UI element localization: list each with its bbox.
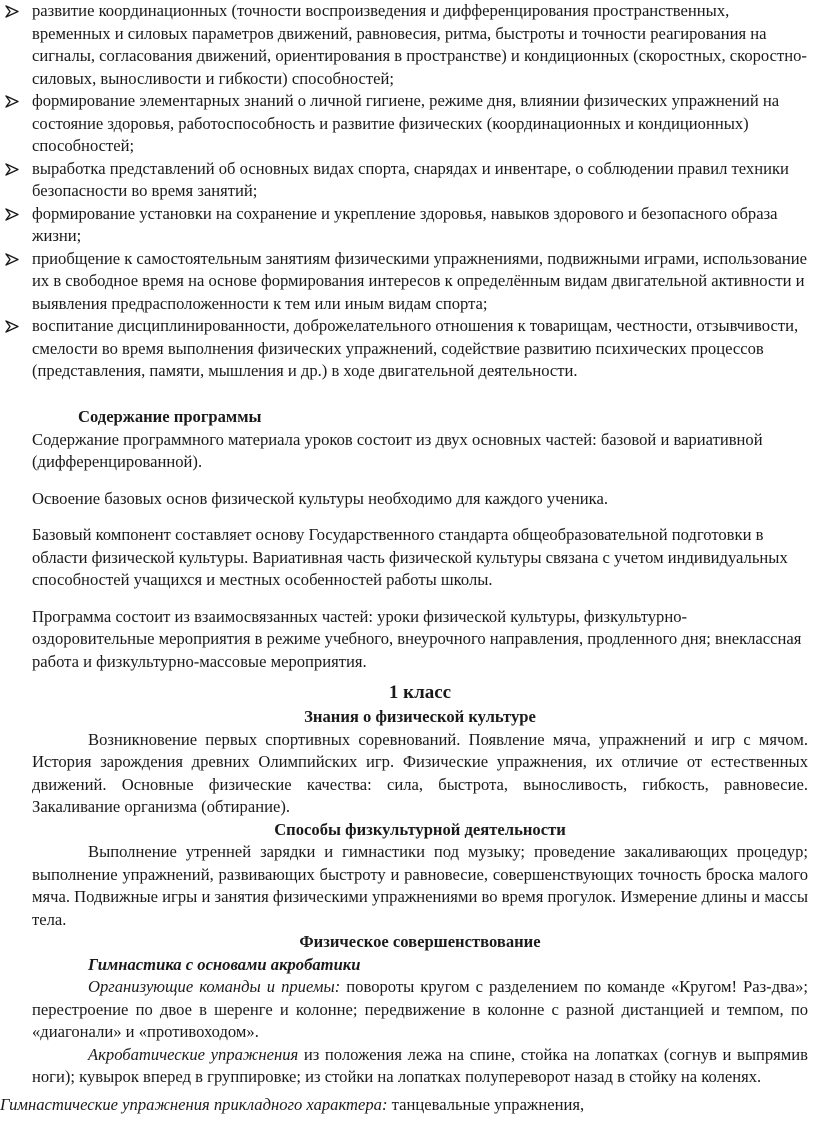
acrobatics-label: Акробатические упражнения: [88, 1044, 299, 1064]
program-paragraph-2: Освоение базовых основ физической культуры необходимо для каждого ученика.: [32, 488, 608, 508]
list-item: [0, 203, 808, 248]
list-item-text: выработка представлений об основных видах спорта, снарядах и инвентаре, о соблюдении правил техники безопасности во время занятий;: [32, 158, 789, 200]
arrow-bullet-icon: [5, 163, 19, 176]
arrow-bullet-icon: [5, 5, 19, 18]
arrow-bullet-icon: [5, 95, 19, 108]
list-item-text: приобщение к самостоятельным занятиям физическими упражнениями, подвижными играми, использование их в свободное время на основе формирования интересов к определённым видам двигательной активности и выявления предрасположенности к тем или иным видам спорта;: [32, 248, 808, 313]
applied-text: танцевальные упражнения,: [387, 1095, 585, 1114]
arrow-bullet-icon: [5, 253, 19, 266]
program-paragraph-3: Базовый компонент составляет основу Государственного стандарта общеобразовательной подготовки в области физической культуры. Вариативная часть физической культуры связана с учетом индивидуальных способностей учащихся и местных особенностей работы школы.: [32, 525, 788, 589]
program-section: [32, 406, 808, 673]
list-item-text: воспитание дисциплинированности, доброжелательного отношения к товарищам, честности, отзывчивости, смелости во время выполнения физических упражнений, содействие развитию психических процессов (представления, памяти, мышления и др.) в ходе двигательной деятельности.: [32, 316, 799, 380]
applied-label: Гимнастические упражнения прикладного характера:: [0, 1095, 388, 1114]
org-commands-text: повороты кругом с разделением по команде «Кругом! Раз-два»; перестроение по двое в шеренге и колонне; передвижение в колонне с разной дистанцией и темпом, по «диагонали» и «противоходом».: [32, 977, 808, 1041]
grade-title: 1 класс: [388, 682, 452, 703]
program-paragraph-4: Программа состоит из взаимосвязанных частей: уроки физической культуры, физкультурно-оздоровительные мероприятия в режиме учебного, внеурочного направления, продленного дня; внеклассная работа и физкультурно-массовые мероприятия.: [32, 606, 802, 671]
list-item-text: формирование элементарных знаний о личной гигиене, режиме дня, влиянии физических упражнений на состояние здоровья, работоспособность и развитие физических (координационных и кондиционных) способностей;: [32, 91, 780, 155]
list-item: [0, 158, 808, 203]
methods-paragraph: Выполнение утренней зарядки и гимнастики под музыку; проведение закаливающих процедур; выполнение упражнений, развивающих быстроту и равновесие, совершенствующих точность броска малого мяча. Подвижные игры и занятия физическими упражнениями во время прогулок. Измерение длины и массы тела.: [32, 842, 808, 929]
arrow-bullet-icon: [5, 208, 19, 221]
list-item: [0, 90, 808, 158]
knowledge-paragraph: Возникновение первых спортивных соревнований. Появление мяча, упражнений и игр с мячом. История зарождения древних Олимпийских игр. Физические упражнения, их отличие от естественных движений. Основные физические качества: сила, быстрота, выносливость, гибкость, равновесие. Закаливание организма (обтирание).: [32, 729, 808, 816]
list-item: [0, 248, 808, 316]
knowledge-heading: Знания о физической культуре: [304, 707, 536, 726]
gymnastics-heading: Гимнастика с основами акробатики: [88, 954, 361, 974]
goals-list: [0, 0, 808, 383]
methods-heading: Способы физкультурной деятельности: [274, 819, 566, 839]
improvement-heading: Физическое совершенствование: [299, 932, 541, 951]
acrobatics-paragraph: [32, 1044, 808, 1089]
list-item-text: формирование установки на сохранение и укрепление здоровья, навыков здорового и безопасного образа жизни;: [32, 203, 778, 245]
list-item: [0, 0, 808, 90]
acrobatics-text: из положения лежа на спине, стойка на лопатках (согнув и выпрямив ноги); кувырок вперед в группировке; из стойки на лопатках полупереворот назад в стойку на коленях.: [32, 1044, 808, 1086]
org-commands-label: Организующие команды и приемы:: [88, 977, 341, 996]
list-item: [0, 315, 808, 383]
applied-paragraph: [0, 1094, 808, 1117]
program-paragraph-1: Содержание программного материала уроков состоит из двух основных частей: базовой и вариативной (дифференцированной).: [32, 429, 763, 471]
arrow-bullet-icon: [5, 320, 19, 333]
program-heading: Содержание программы: [78, 407, 262, 426]
list-item-text: развитие координационных (точности воспроизведения и дифференцирования пространственных, временных и силовых параметров движений, равновесия, ритма, быстроты и точности реагирования на сигналы, согласования движений, ориентирования в пространстве) и кондиционных (скоростных, скоростно-силовых, выносливости и гибкости) способностей;: [32, 1, 807, 88]
org-commands-paragraph: [32, 976, 808, 1044]
grade1-section: [32, 680, 808, 1089]
